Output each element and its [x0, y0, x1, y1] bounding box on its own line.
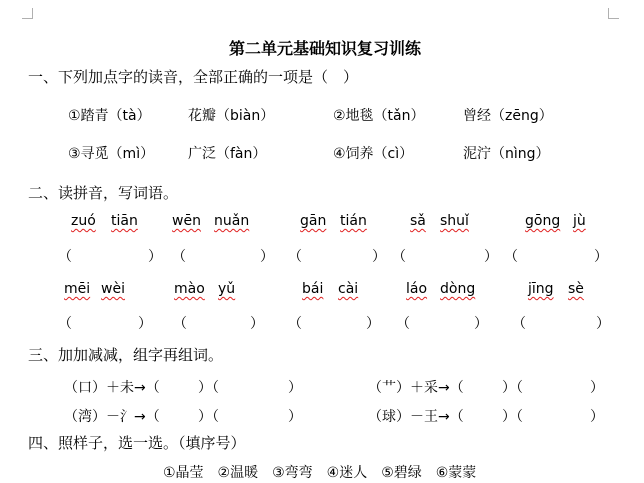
section4-options: ①晶莹 ②温暖 ③弯弯 ④迷人 ⑤碧绿 ⑥蒙蒙 [163, 465, 477, 481]
pinyin: tián [340, 213, 367, 229]
section1-item: 曾经（zēng） [463, 108, 553, 124]
answer-bracket-close: ） [148, 249, 162, 265]
answer-bracket-open: （ [58, 249, 72, 265]
answer-bracket-open: （ [288, 249, 302, 265]
answer-bracket-close: ） [596, 316, 610, 332]
pinyin: jīng [528, 281, 554, 297]
answer-bracket: ）（ [198, 380, 219, 396]
section1-item: ①踏青（tà） [68, 108, 151, 124]
answer-bracket-close: ） [366, 316, 380, 332]
answer-bracket-open: （ [396, 316, 410, 332]
pinyin: zuó [71, 213, 96, 229]
combine-expression: （湾）－氵→（ [64, 409, 160, 425]
pinyin: sè [568, 281, 584, 297]
section3-heading: 三、加加减减，组字再组词。 [28, 346, 224, 364]
pinyin: bái [302, 281, 324, 297]
answer-bracket-close: ） [372, 249, 386, 265]
section1-item: 泥泞（nìng） [463, 146, 550, 162]
pinyin: shuǐ [440, 213, 469, 229]
section2-heading: 二、读拼音，写词语。 [28, 184, 179, 202]
pinyin: gān [300, 213, 327, 229]
section1-item: 花瓣（biàn） [188, 108, 275, 124]
section1-item: 广泛（fàn） [188, 146, 267, 162]
answer-bracket-open: （ [512, 316, 526, 332]
answer-bracket-open: （ [172, 249, 186, 265]
section1-heading: 一、下列加点字的读音，全部正确的一项是（ ） [28, 68, 359, 86]
answer-bracket-close: ） [474, 316, 488, 332]
answer-bracket-close: ） [138, 316, 152, 332]
pinyin: yǔ [218, 281, 236, 297]
pinyin: dòng [440, 281, 476, 297]
answer-bracket: ）（ [502, 380, 523, 396]
pinyin: mào [174, 281, 205, 297]
crop-mark-top-right [608, 8, 619, 19]
pinyin: cài [338, 281, 359, 297]
combine-expression: （艹）＋采→（ [368, 380, 464, 396]
pinyin: láo [406, 281, 428, 297]
pinyin: nuǎn [214, 213, 250, 229]
pinyin: wēn [172, 213, 201, 229]
answer-bracket-close: ） [288, 409, 302, 425]
answer-bracket: ）（ [502, 409, 523, 425]
page-title: 第二单元基础知识复习训练 [229, 39, 422, 58]
answer-bracket-close: ） [250, 316, 264, 332]
pinyin: wèi [101, 281, 125, 297]
answer-bracket-close: ） [484, 249, 498, 265]
answer-bracket-open: （ [392, 249, 406, 265]
answer-bracket-close: ） [590, 409, 604, 425]
pinyin: gōng [525, 213, 561, 229]
crop-mark-top-left [22, 8, 33, 19]
answer-bracket-close: ） [590, 380, 604, 396]
answer-bracket-close: ） [260, 249, 274, 265]
answer-bracket-close: ） [594, 249, 608, 265]
answer-bracket-close: ） [288, 380, 302, 396]
answer-bracket-open: （ [173, 316, 187, 332]
answer-bracket: ）（ [198, 409, 219, 425]
combine-expression: （球）－王→（ [368, 409, 464, 425]
pinyin: mēi [64, 281, 91, 297]
section1-item: ③寻觅（mì） [68, 146, 155, 162]
pinyin: jù [573, 213, 586, 229]
combine-expression: （口）＋未→（ [64, 380, 160, 396]
answer-bracket-open: （ [58, 316, 72, 332]
pinyin: tiān [111, 213, 138, 229]
section4-heading: 四、照样子，选一选。（填序号） [28, 434, 246, 452]
section1-item: ②地毯（tǎn） [333, 108, 425, 124]
pinyin: sǎ [410, 213, 426, 229]
answer-bracket-open: （ [504, 249, 518, 265]
answer-bracket-open: （ [288, 316, 302, 332]
section1-item: ④饲养（cì） [333, 146, 414, 162]
